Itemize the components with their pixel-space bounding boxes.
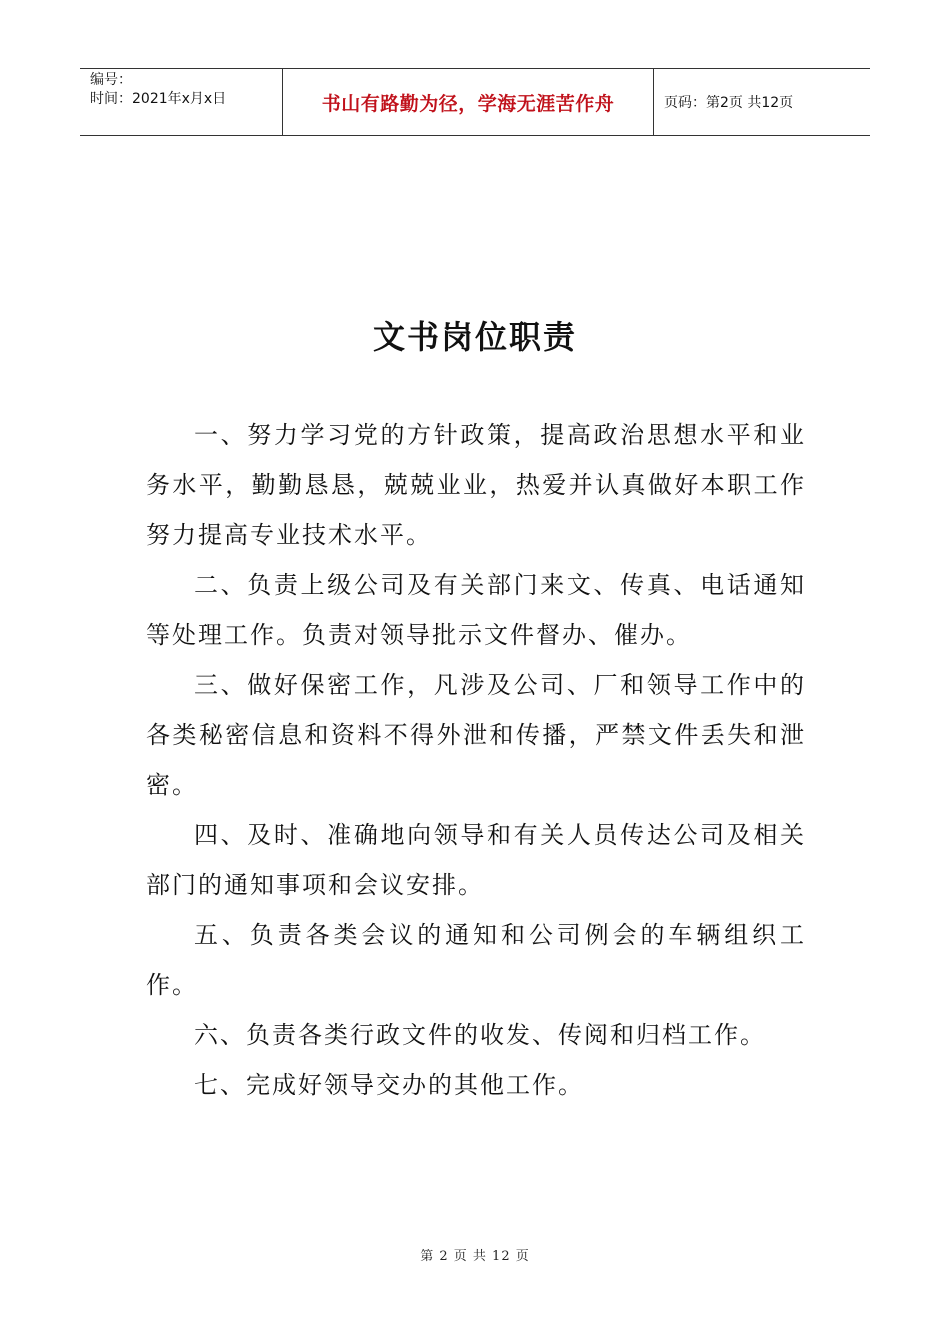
document-body xyxy=(146,410,806,1110)
paragraph: 七、完成好领导交办的其他工作。 xyxy=(194,1071,584,1099)
time-label: 时间：2021年x月x日 xyxy=(90,91,227,107)
paragraph: 五、负责各类会议的通知和公司例会的车辆组织工作。 xyxy=(146,921,806,999)
paragraph: 六、负责各类行政文件的收发、传阅和归档工作。 xyxy=(194,1021,766,1049)
number-label: 编号： xyxy=(90,72,132,88)
header-motto: 书山有路勤为径，学海无涯苦作舟 xyxy=(282,69,654,135)
header-page-info: 页码：第2页 共12页 xyxy=(664,95,794,111)
page-footer: 第 2 页 共 12 页 xyxy=(420,1249,530,1264)
header-meta-cell xyxy=(80,69,282,135)
document-header xyxy=(80,68,870,136)
paragraph: 三、做好保密工作，凡涉及公司、厂和领导工作中的各类秘密信息和资料不得外泄和传播，严禁文件丢失和泄密。 xyxy=(146,671,806,799)
document-title: 文书岗位职责 xyxy=(372,318,577,356)
paragraph: 一、努力学习党的方针政策，提高政治思想水平和业务水平，勤勤恳恳，兢兢业业，热爱并认真做好本职工作努力提高专业技术水平。 xyxy=(146,421,806,549)
paragraph: 四、及时、准确地向领导和有关人员传达公司及相关部门的通知事项和会议安排。 xyxy=(146,821,806,899)
paragraph: 二、负责上级公司及有关部门来文、传真、电话通知等处理工作。负责对领导批示文件督办、催办。 xyxy=(146,571,806,649)
